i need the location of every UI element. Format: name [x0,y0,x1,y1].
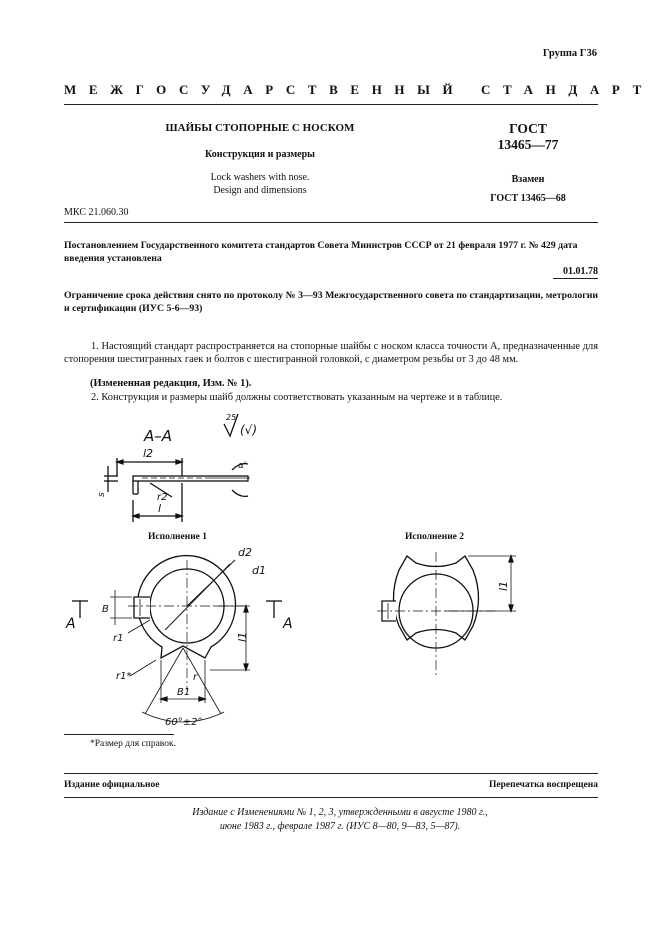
limitation-text: Ограничение срока действия снято по протоколу № 3—93 Межгосударственного совета по стандартизации, метрологии и сертификации (ИУС 5-6—93) [64,290,598,314]
roughness-value: 25 [226,413,237,422]
section-label: А–А [144,427,173,445]
exec2-caption: Исполнение 2 [405,532,465,542]
section-view [97,447,250,522]
paragraph-2: 2. Конструкция и размеры шайб должны соответствовать указанным на чертеже и в таблице. [91,392,503,403]
washer-execution-2 [377,552,516,675]
dim-r2: r2 [157,492,168,503]
dim-l1: l1 [236,631,249,642]
footnote-rule [64,734,174,735]
weld-mark-top: α' [238,461,247,471]
group-code: Группа Г36 [542,48,597,59]
english-title-line-2: Design and dimensions [213,185,307,196]
gost-label: ГОСТ [509,121,547,136]
paragraph-1-note: (Измененная редакция, Изм. № 1). [90,378,252,389]
cut-label-left: А [66,616,76,632]
footer-rule-top [64,773,598,774]
washer-execution-1 [65,546,293,728]
dim-r1-star: r1* [116,671,132,682]
effective-date: 01.01.78 [563,266,598,277]
edition-note [150,806,530,834]
dim-l: l [158,502,162,515]
dim-angle: 60°±2° [165,717,203,728]
dim-d2: d2 [238,546,252,559]
edition-line-1: Издание с Изменениями № 1, 2, 3, утвержденными в августе 1980 г., [192,807,488,818]
cut-label-right: А [283,616,293,632]
gost-code: 13465—77 [497,137,559,152]
replaces-label: Взамен [511,174,545,185]
english-title-line-1: Lock washers with nose. [210,172,310,183]
exec1-caption: Исполнение 1 [148,532,208,542]
dim-s: s [97,492,107,497]
edition-line-2: июне 1983 г., феврале 1987 г. (ИУС 8—80, 9—83, 5—87). [219,821,461,832]
dim-l1-exec2: l1 [497,580,510,591]
replaces-gost: ГОСТ 13465—68 [490,193,566,204]
footnote: *Размер для справок. [90,739,176,749]
doc-subtitle: Конструкция и размеры [205,149,315,160]
paragraph-1: 1. Настоящий стандарт распространяется на стопорные шайбы с носком класса точности А, предназначенные для стопорения шестигранных гаек и болтов с шестигранной головкой, с диаметром резьбы от 3 до 48 мм. [64,341,598,365]
dim-d1: d1 [252,564,266,577]
dim-B1: B1 [177,687,191,698]
decree-text: Постановлением Государственного комитета стандартов Совета Министров СССР от 21 февраля 1977 г. № 429 дата введения установлена [64,240,578,264]
dim-r: r [193,672,198,683]
dim-l2: l2 [143,447,154,460]
mks-code: МКС 21.060.30 [64,207,129,218]
dim-r1: r1 [113,633,124,644]
roughness-parenthesis: (√) [240,423,258,437]
dim-B: B [102,604,109,615]
standard-banner: МЕЖГОСУДАРСТВЕННЫЙ СТАНДАРТ [64,82,654,97]
reprint-notice: Перепечатка воспрещена [488,780,598,790]
official-edition: Издание официальное [64,780,160,790]
footer-rule-bottom [64,797,598,798]
doc-title: ШАЙБЫ СТОПОРНЫЕ С НОСКОМ [165,122,355,134]
